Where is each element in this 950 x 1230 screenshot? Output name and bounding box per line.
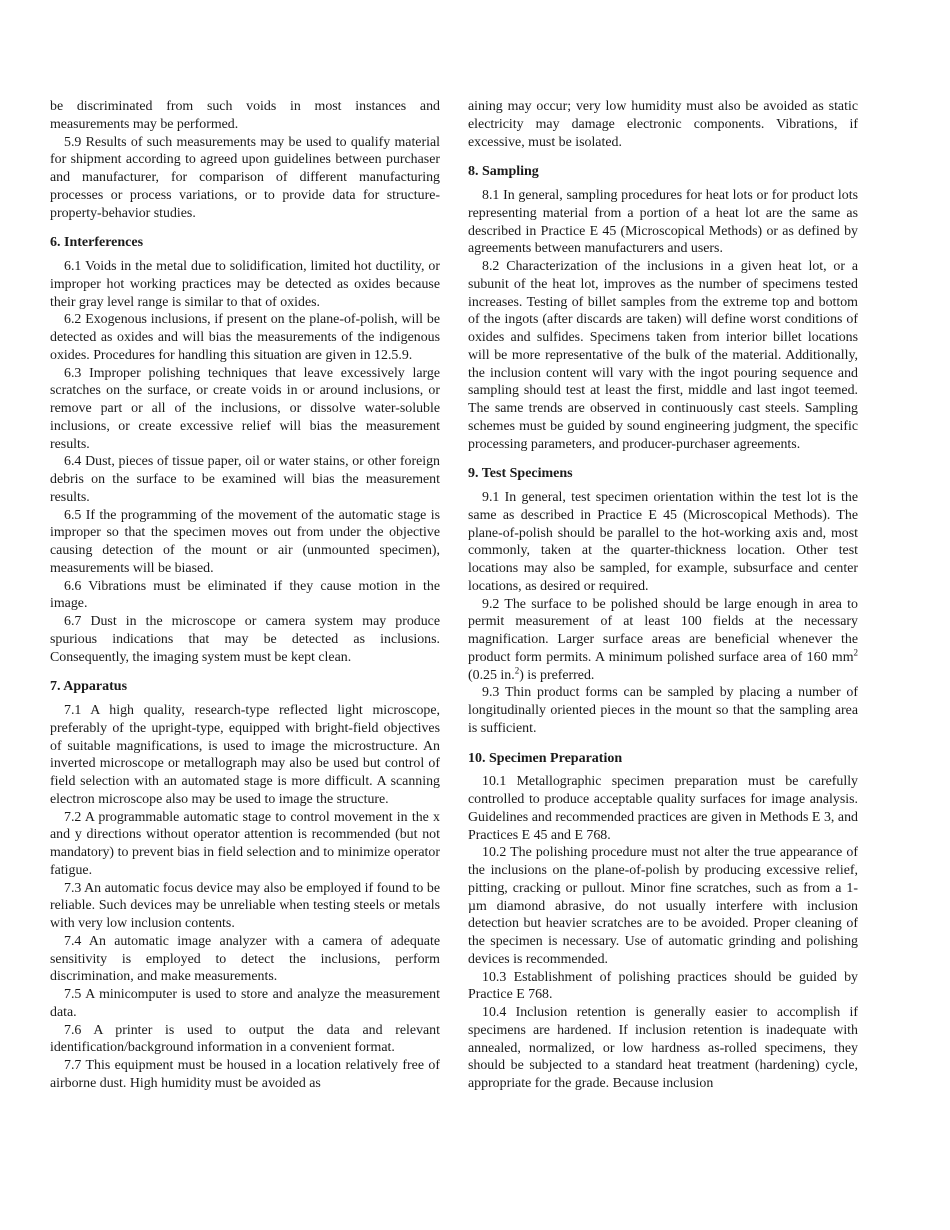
paragraph-6-4: 6.4 Dust, pieces of tissue paper, oil or water stains, or other foreign debris on the surface to be examined will bias the measurement results. — [50, 454, 440, 505]
paragraph-6-5: 6.5 If the programming of the movement of the automatic stage is improper so that the specimen moves out from under the objective causing detection of the mount or air (unmounted specimen), measurements will be biased. — [50, 507, 440, 576]
in-squared-superscript: 2 — [514, 664, 520, 675]
paragraph-6-1: 6.1 Voids in the metal due to solidification, limited hot ductility, or improper hot working practices may be detected as oxides because their gray level range is similar to that of oxides. — [50, 259, 440, 310]
paragraph-10-1: 10.1 Metallographic specimen preparation must be carefully controlled to produce acceptable quality surfaces for image analysis. Guidelines and recommended practices are given in Methods E 3, and Practices E 45 and E 768. — [468, 774, 858, 843]
mm-squared-superscript: 2 — [853, 647, 858, 658]
paragraph-10-3: 10.3 Establishment of polishing practices should be guided by Practice E 768. — [468, 969, 858, 1003]
paragraph-9-2-text: 9.2 The surface to be polished should be large enough in area to permit measurement of at least 100 fields at the necessary magnification. Larger surface areas are beneficial whenever the product form permits. A minimum polished surface area of 160 mm — [468, 596, 858, 665]
paragraph-6-3: 6.3 Improper polishing techniques that leave excessively large scratches on the surface, or create voids in or around inclusions, or remove part or all of the inclusions, or dissolve water-soluble inclusions, or create excessive relief will bias the measurement results. — [50, 365, 440, 452]
section-8-heading: 8. Sampling — [468, 164, 539, 180]
section-10-heading: 10. Specimen Preparation — [468, 750, 623, 766]
section-9-heading: 9. Test Specimens — [468, 466, 573, 482]
paragraph-9-2 — [468, 596, 858, 685]
paragraph-10-4: 10.4 Inclusion retention is generally easier to accomplish if specimens are hardened. If inclusion retention is inadequate with annealed, normalized, or low hardness as-rolled specimens, they should be subjected to a standard heat treatment (hardening) cycle, appropriate for the grade. Because inclusion — [468, 1005, 858, 1091]
intro-paragraph: be discriminated from such voids in most instances and measurements may be performed. — [50, 99, 440, 132]
left-column — [50, 98, 440, 1093]
paragraph-9-1: 9.1 In general, test specimen orientation within the test lot is the same as described in Practice E 45 (Microscopical Methods). The plane-of-polish should be parallel to the hot-working axis and, most commonly, taken at the quarter-thickness location. Other test locations may also be sampled, for example, subsurface and center locations, as desired or required. — [468, 490, 858, 594]
paragraph-10-2: 10.2 The polishing procedure must not alter the true appearance of the inclusions on the plane-of-polish by producing excessive relief, pitting, cracking or pullout. Minor fine scratches, such as from a 1-µm diamond abrasive, do not usually interfere with inclusion detection but heavier scratches are to be avoided. Proper cleaning of the specimen is necessary. Use of automatic grinding and polishing devices is recommended. — [468, 845, 858, 967]
paragraph-7-2: 7.2 A programmable automatic stage to control movement in the x and y directions without operator attention is recommended (but not mandatory) to prevent bias in field selection and to minimize operator fatigue. — [50, 809, 440, 878]
section-7-heading: 7. Apparatus — [50, 679, 128, 695]
section-6-heading: 6. Interferences — [50, 235, 144, 251]
continuation-paragraph: aining may occur; very low humidity must also be avoided as static electricity may damage electronic components. Vibrations, if excessive, must be isolated. — [468, 99, 858, 150]
paragraph-6-2: 6.2 Exogenous inclusions, if present on the plane-of-polish, will be detected as oxides and will bias the measurements of the indigenous oxides. Procedures for handling this situation are given in 12.5.9. — [50, 312, 440, 363]
right-column — [468, 98, 858, 1093]
paragraph-8-2: 8.2 Characterization of the inclusions in a given heat lot, or a subunit of the heat lot, improves as the number of specimens tested increases. Testing of billet samples from the extreme top and bottom of the ingots (after discards are taken) will define worst conditions of oxides and sulfides. Specimens taken from interior billet locations will be more representative of the bulk of the material. Additionally, the inclusion content will vary with the ingot pouring sequence and sampling should test at least the first, middle and last ingot teemed. The same trends are observed in continuously cast steels. Sampling schemes must be guided by sound engineering judgment, the specific processing parameters, and producer-purchaser agreements. — [468, 259, 858, 452]
paragraph-7-3: 7.3 An automatic focus device may also be employed if found to be reliable. Such devices may be unreliable when testing steels or metals with very low inclusion contents. — [50, 880, 440, 931]
paragraph-7-5: 7.5 A minicomputer is used to store and analyze the measurement data. — [50, 987, 440, 1020]
paragraph-7-4: 7.4 An automatic image analyzer with a camera of adequate sensitivity is employed to detect the inclusions, perform discrimination, and make measurements. — [50, 933, 440, 985]
paragraph-9-2-inches: (0.25 in. — [468, 667, 515, 683]
paragraph-8-1: 8.1 In general, sampling procedures for heat lots or for product lots representing material from a portion of a heat lot are the same as described in Practice E 45 (Microscopical Methods) or as defined by agreements between manufacturers and users. — [468, 188, 858, 257]
paragraph-6-6: 6.6 Vibrations must be eliminated if they cause motion in the image. — [50, 578, 440, 612]
paragraph-7-6: 7.6 A printer is used to output the data and relevant identification/background information in a convenient format. — [50, 1022, 440, 1056]
paragraph-9-2-end: ) is preferred. — [519, 667, 595, 683]
paragraph-6-7: 6.7 Dust in the microscope or camera system may produce spurious indications that may be detected as inclusions. Consequently, the imaging system must be kept clean. — [50, 614, 440, 665]
paragraph-7-1: 7.1 A high quality, research-type reflected light microscope, preferably of the upright-type, equipped with bright-field objectives of suitable magnifications, is used to image the microstructure. An inverted microscope or metallograph may also be used but control of field selection with an automated stage is more difficult. A scanning electron microscope also may be used to image the structure. — [50, 703, 440, 807]
paragraph-5-9: 5.9 Results of such measurements may be used to qualify material for shipment according to agreed upon guidelines between purchaser and manufacturer, for comparison of different manufacturing processes or process variations, or to provide data for structure-property-behavior studies. — [50, 134, 440, 221]
paragraph-7-7: 7.7 This equipment must be housed in a location relatively free of airborne dust. High humidity must be avoided as — [50, 1058, 440, 1091]
paragraph-9-3: 9.3 Thin product forms can be sampled by placing a number of longitudinally oriented pieces in the mount so that the sampling area is sufficient. — [468, 685, 858, 736]
